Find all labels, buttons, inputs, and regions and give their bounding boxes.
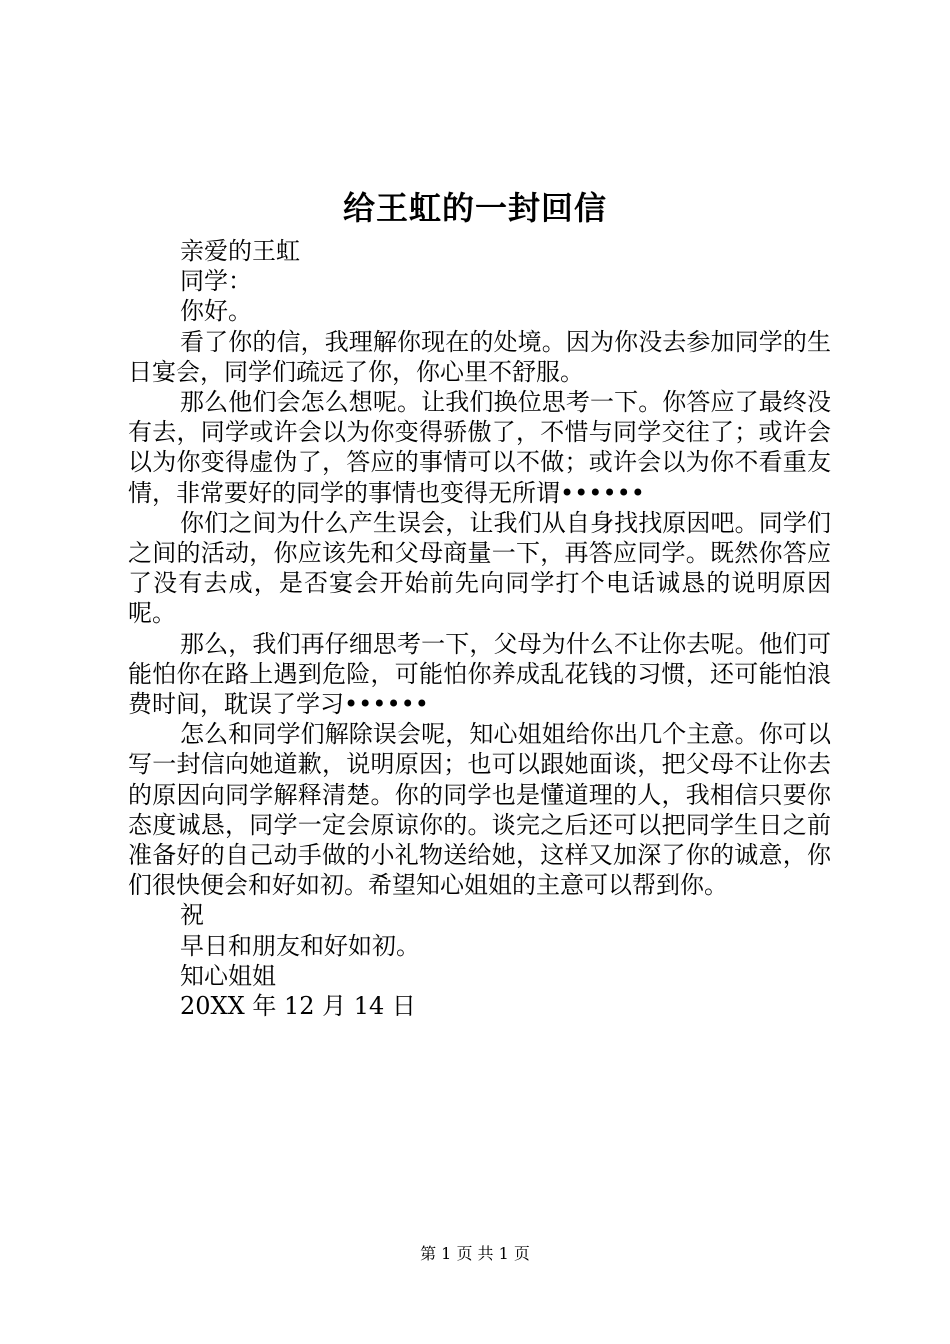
paragraph-3: 你们之间为什么产生误会，让我们从自身找找原因吧。同学们之间的活动，你应该先和父母商量一下，再答应同学。既然你答应了没有去成，是否宴会开始前先向同学打个电话诚恳的说明原因呢。 <box>128 508 831 628</box>
paragraph-2: 那么他们会怎么想呢。让我们换位思考一下。你答应了最终没有去，同学或许会以为你变得骄傲了，不惜与同学交往了；或许会以为你变得虚伪了，答应的事情可以不做；或许会以为你不看重友情，非常要好的同学的事情也变得无所谓•••••• <box>128 388 831 507</box>
paragraph-5: 怎么和同学们解除误会呢，知心姐姐给你出几个主意。你可以写一封信向她道歉，说明原因；也可以跟她面谈，把父母不让你去的原因向同学解释清楚。你的同学也是懂道理的人，我相信只要你态度诚恳，同学一定会原谅你的。谈完之后还可以把同学生日之前准备好的自己动手做的小礼物送给她，这样又加深了你的诚意，你们很快便会和好如初。希望知心姐姐的主意可以帮到你。 <box>128 720 831 900</box>
letter-date: 20XX 年 12 月 14 日 <box>180 992 416 1021</box>
paragraph-4: 那么，我们再仔细思考一下，父母为什么不让你去呢。他们可能怕你在路上遇到危险，可能怕你养成乱花钱的习惯，还可能怕浪费时间，耽误了学习•••••• <box>128 629 831 719</box>
closing-line-2: 早日和朋友和好如初。 <box>180 931 420 960</box>
signature: 知心姐姐 <box>180 961 276 990</box>
letter-body <box>128 236 831 1021</box>
greeting: 你好。 <box>180 297 252 326</box>
paragraph-1: 看了你的信，我理解你现在的处境。因为你没去参加同学的生日宴会，同学们疏远了你，你心里不舒服。 <box>128 327 831 386</box>
page-footer: 第 1 页 共 1 页 <box>420 1244 530 1263</box>
salutation-line-2: 同学： <box>180 267 252 296</box>
document-title: 给王虹的一封回信 <box>342 189 607 227</box>
closing-line-1: 祝 <box>180 901 204 930</box>
salutation-line-1: 亲爱的王虹 <box>180 237 300 265</box>
